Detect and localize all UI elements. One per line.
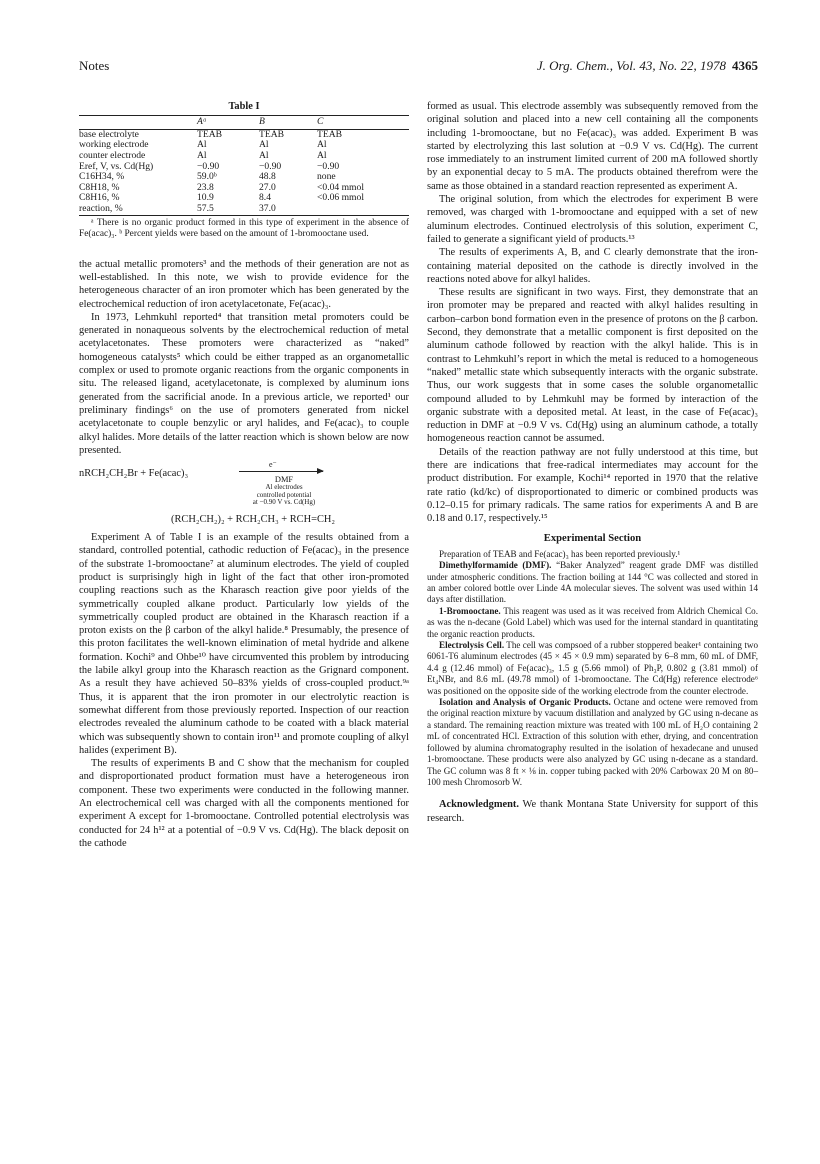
table-cell: Al: [259, 150, 269, 162]
reaction-arrow-icon: [239, 471, 323, 472]
equation-electron-label: e⁻: [269, 460, 277, 470]
experimental-item-text: “Baker Analyzed” reagent grade DMF was distilled under atmospheric conditions. The fraction boiling at 144 °C was collected and stored in an amber colored bottle over Linde 4A molecular sieves. The solvent was used within 14 days after distillation.: [427, 560, 758, 605]
table-cell: C8H18, %: [79, 181, 120, 193]
table-cell: 23.8: [197, 181, 214, 193]
experimental-item: [427, 560, 758, 606]
acknowledgment-head: Acknowledgment.: [439, 799, 519, 811]
table-row: [79, 193, 409, 204]
experimental-item-head: Dimethylformamide (DMF).: [439, 560, 552, 571]
running-head-journal: [537, 58, 758, 74]
journal-citation: J. Org. Chem., Vol. 43, No. 22, 1978: [536, 58, 726, 73]
body-paragraph: The results of experiments A, B, and C clearly demonstrate that the iron-containing material deposited on the cathode is directly involved in the reactions noted above for alkyl halides.: [427, 247, 758, 285]
table-cell: 48.8: [259, 171, 276, 183]
table-cell: TEAB: [259, 128, 285, 140]
table-cell: Al: [259, 139, 269, 151]
body-paragraph: In 1973, Lehmkuhl reported⁴ that transition metal promoters could be generated in nonaqueous solvents by the electrochemical reduction of metal acetylacetonates. These promoters were characterized as “naked” homogeneous catalysts⁵ which could be either trapped as an organometallic complex or used to promote organic reactions from the organic components in situ. The released ligand, acetylacetonate, is complexed by aluminum ions generated from the sacrificial anode. In a previous article, we reported¹ our preliminary findings⁶ on the use of promoters generated from nickel acetylacetonate to couple benzylic or aryl halides, and Fe(acac)₃ to couple alkyl halides. More details of the latter reaction which is shown below are now presented.: [79, 311, 409, 456]
table-cell: <0.06 mmol: [317, 192, 364, 204]
body-paragraph: the actual metallic promoters³ and the methods of their generation are not as well-established. In this note, we wish to provide evidence for the heterogeneous character of an iron promoter which has been generated by the electrochemical reduction of iron acetylacetonate, Fe(acac)₃.: [79, 258, 409, 310]
equation-condition: Al electrodes: [265, 483, 303, 492]
table-cell: counter electrode: [79, 150, 146, 162]
equation-reactants: nRCH₂CH₂Br + Fe(acac)₃: [79, 468, 189, 480]
data-table: [79, 115, 409, 214]
table-cell: Al: [317, 139, 327, 151]
equation-condition: controlled potential: [256, 490, 312, 499]
table-cell: TEAB: [197, 128, 223, 140]
experimental-item-text: The cell was compsoed of a rubber stoppered beaker¹ containing two 6061-T6 aluminum electrodes (45 × 45 × 0.9 mm) separated by 6–8 mm, 60 mL of DMF, 4.4 g (12.46 mmol) of Fe(acac)₃, 1.5 g (5.66 mmol) of Ph₃P, 0.802 g (3.81 mmol) of Et₄NBr, and 8.6 mL (49.78 mmol) of 1-bromooctane. The Cd(Hg) reference electrode⁶ was positioned on the opposite side of the working electrode from the counter electrode.: [427, 640, 758, 696]
table-header-row: [79, 116, 409, 130]
body-paragraph: Details of the reaction pathway are not fully understood at this time, but there are indications that free-radical intermediates may account for the product distribution. For example, Kochi¹⁴ reported in 1970 that the relative rate ratio (kd/kc) of disproportionated to dimeric or combined products was 0.12–0.15 for primary radicals. The same ratios for experiments A and B are 0.18 and 0.17, respectively.¹⁵: [427, 446, 758, 525]
equation-conditions: [244, 475, 324, 507]
table-header-cell: Aᵃ: [197, 116, 207, 128]
table-footnote: ᵃ There is no organic product formed in this type of experiment in the absence of Fe(acac)₃. ᵇ Percent yields were based on the amount of 1-bromooctane used.: [79, 217, 409, 239]
equation-solvent: DMF: [274, 475, 294, 485]
table-cell: working electrode: [79, 139, 149, 151]
equation-products: (RCH₂CH₂)₂ + RCH₂CH₃ + RCH=CH₂: [171, 514, 336, 526]
table-cell: 10.9: [197, 192, 214, 204]
left-column: [79, 100, 409, 850]
right-column: [427, 100, 758, 825]
experimental-item: [427, 640, 758, 697]
table-cell: 57.5: [197, 203, 214, 215]
table-cell: 59.0ᵇ: [197, 171, 217, 183]
table-row: [79, 204, 409, 215]
acknowledgment: [427, 798, 758, 825]
experimental-item-head: Isolation and Analysis of Organic Products.: [439, 697, 611, 708]
table-cell: Al: [317, 150, 327, 162]
table-bottom-rule: [79, 215, 409, 216]
page-number: 4365: [732, 58, 758, 73]
table-header-cell: [79, 116, 197, 130]
table-body: [79, 129, 409, 214]
experimental-item-text: This reagent was used as it was received from Aldrich Chemical Co. as was the n-decane (Gold Label) which was used for the internal standard in quantitating the organic reaction products.: [427, 605, 758, 639]
experimental-item-head: 1-Bromooctane.: [439, 605, 501, 616]
reaction-equation: [79, 460, 409, 529]
body-paragraph: The results of experiments B and C show that the mechanism for coupled and disproportionated product formation must have a heterogeneous iron component. These two experiments were conducted in the following manner. An electrochemical cell was charged with all the components mentioned for experiment A except for 1-bromooctane. Controlled potential electrolysis was conducted for 24 h¹² at a potential of −0.9 V vs. Cd(Hg). The black deposit on the cathode: [79, 758, 409, 849]
table-cell: 37.0: [259, 203, 276, 215]
table-cell: [317, 204, 409, 215]
table-cell: base electrolyte: [79, 128, 139, 140]
experimental-item: [427, 606, 758, 640]
table-cell: −0.90: [317, 160, 340, 172]
table-header-cell: B: [259, 116, 265, 128]
table-cell: −0.90: [197, 160, 220, 172]
table-cell: <0.04 mmol: [317, 181, 364, 193]
table-1: [79, 100, 409, 240]
equation-condition: at −0.90 V vs. Cd(Hg): [252, 498, 316, 507]
acknowledgment-text: We thank Montana State University for support of this research.: [427, 799, 758, 824]
table-cell: 27.0: [259, 181, 276, 193]
body-paragraph: These results are significant in two ways. First, they demonstrate that an iron promoter may be prepared and reacted with alkyl halides resulting in carbon–carbon bond formation even in the presence of protons on the β carbon. Second, they demonstrate that a metallic component is first deposited on the aluminum cathode followed by reaction with the alkyl halide. This is in contrast to Lehmkuhl’s report in which the metal is reduced to a homogeneous “naked” metallic state which subsequently interacts with the organic substrate. Thus, our work suggests that in some cases the soluble organometallic compound alluded to by Lehmkuhl may be formed by interaction of the organic substrate with a deposited metal. At least, in the case of Fe(acac)₃ reduction in DMF at −0.9 V vs. Cd(Hg) using an aluminum cathode, a totally homogeneous reaction cannot be assumed.: [427, 287, 758, 445]
table-cell: Al: [197, 150, 207, 162]
table-cell: reaction, %: [79, 203, 123, 215]
running-head-section: Notes: [79, 58, 110, 73]
table-cell: none: [317, 171, 336, 183]
table-cell: Al: [197, 139, 207, 151]
table-title: Table I: [228, 101, 260, 112]
table-row: [79, 162, 409, 173]
table-cell: C16H34, %: [79, 171, 125, 183]
experimental-item-text: Octane and octene were removed from the original reaction mixture by vacuum distillation and analyzed by GC using n-decane as a standard. The remaining reaction mixture was treated with 100 mL of H₂O containing 2 mL of concentrated HCl. Extraction of this solution with ether, drying, and concentration followed by alumina chromatography resulted in the isolation of hexadecane and unused 1-bromooctane. These products were also analyzed by GC using n-decane as a standard. The GC column was 8 ft × ⅛ in. copper tubing packed with 20% Carbowax 20 M on 80–100 mesh Chromosorb W.: [427, 697, 758, 787]
body-paragraph: The original solution, from which the electrodes for experiment B were removed, was charged with 1-bromooctane and equipped with a set of new aluminum electrodes. Continued electrolysis of this solution, experiment C, failed to generate a significant yield of products.¹³: [427, 194, 758, 245]
table-cell: 8.4: [259, 192, 271, 204]
table-cell: C8H16, %: [79, 192, 120, 204]
experimental-intro: Preparation of TEAB and Fe(acac)₃ has been reported previously.¹: [439, 548, 681, 559]
section-heading: Experimental Section: [543, 532, 642, 544]
table-cell: Eref, V, vs. Cd(Hg): [79, 160, 154, 172]
experimental-item: [427, 697, 758, 788]
table-cell: TEAB: [317, 128, 343, 140]
body-paragraph: formed as usual. This electrode assembly was subsequently removed from the original solution and placed into a new cell containing all the components including 1-bromooctane, but no Fe(acac)₃ was added. Experiment B was started by electrolyzing this last solution at −0.9 V vs. Cd(Hg). The current rose immediately to an instrument limited current of 200 mA followed shortly by an exponential decay to 5 mA. The products obtained therefrom were the same as those obtained in a standard reaction represented as experiment A.: [427, 101, 758, 192]
experimental-item-head: Electrolysis Cell.: [439, 640, 505, 651]
table-header-cell: C: [317, 116, 324, 128]
body-paragraph: Experiment A of Table I is an example of the results obtained from a standard, controlled potential, cathodic reduction of Fe(acac)₃ in the presence of the substrate 1-bromooctane⁷ at aluminum electrodes. The yield of coupled product is surprisingly high in light of the fact that other iron-promoted coupling reactions such as the Kharasch reaction give poor yields of the symmetrically coupled alkane product. Particularly low yields of the symmetrically coupled product are obtained in the Kharasch reaction if a proton exists on the β carbon of the alkyl halide.⁸ Presumably, the presence of this proton facilitates the well-known elimination of metal hydride and alkene formation. Kochi⁹ and Ohbe¹⁰ have circumvented this problem by introducing the labile alkyl group into the Kharasch reaction as the Grignard component. As a result they have achieved 50–83% yields of cross-coupled product.⁹ᵃ Thus, it is apparent that the iron promoter in our electrolytic reaction is somewhat different from those previously reported. Inspection of our reaction electrodes revealed the aluminum cathode to be coated with a black material which was subsequently shown to contain iron¹¹ and promote coupling of alkyl halides (experiment B).: [79, 532, 409, 756]
experimental-section: [427, 549, 758, 789]
table-cell: −0.90: [259, 160, 282, 172]
